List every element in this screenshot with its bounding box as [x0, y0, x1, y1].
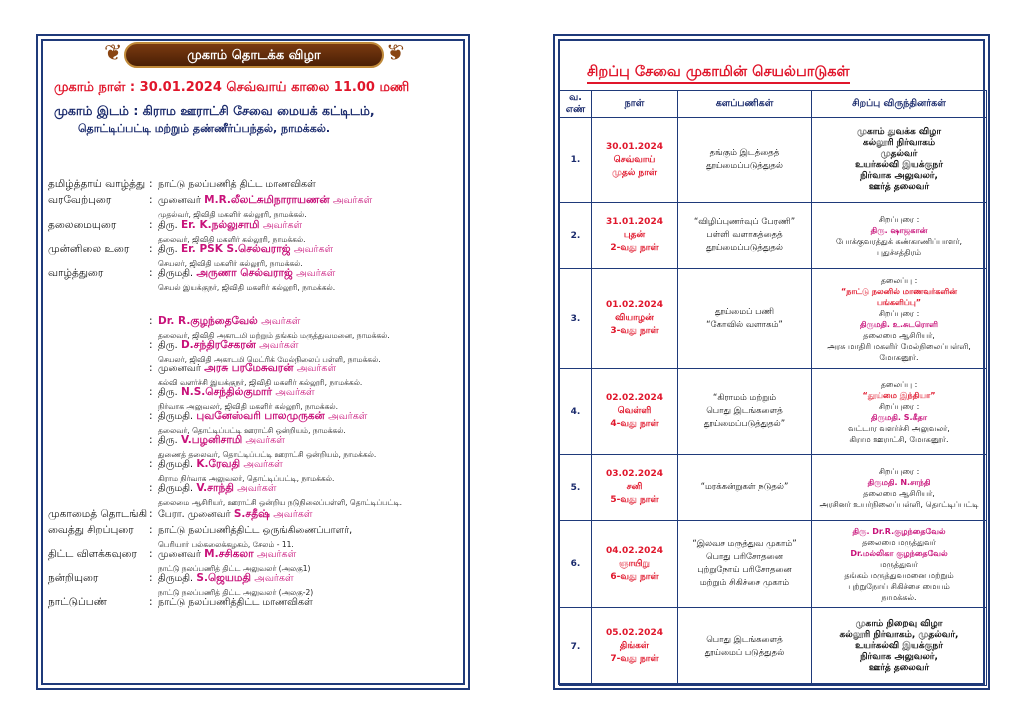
person-honorific: அவர்கள் — [275, 387, 315, 398]
program-role: திட்ட விளக்கவுரை — [48, 548, 137, 560]
guest-cell — [812, 521, 987, 608]
guest-line: மருத்துவர் — [880, 559, 918, 569]
person-designation: நாட்டு நலப்பணித் திட்ட அலுவலர் (அலகு-2) — [158, 588, 314, 597]
serial-number: 1. — [560, 118, 592, 203]
activity-line: பொது இடங்களைத் — [706, 634, 783, 645]
guest-line: கல்லூரி நிர்வாகம், முதல்வர், — [839, 630, 959, 640]
opening-banner: ❦ முகாம் தொடக்க விழா ❦ — [124, 42, 384, 68]
program-person — [158, 267, 335, 280]
person-honorific: அவர்கள் — [328, 411, 368, 422]
day-cell — [592, 269, 678, 369]
person-name: M.சசிகலா — [204, 548, 254, 560]
person-name: அரசு பரமேசுவரன் — [204, 362, 294, 374]
guest-line: திருமதி. N.சாந்தி — [867, 477, 931, 487]
day-cell — [592, 521, 678, 608]
day-cell — [592, 369, 678, 455]
header-guests: சிறப்பு விருந்தினர்கள் — [812, 91, 987, 118]
person-name: K.ரேவதி — [196, 458, 241, 470]
person-title: முனைவர் — [158, 195, 201, 206]
activity-line: தங்கும் இடத்தைத் — [709, 148, 780, 158]
person-designation: நாட்டு நலப்பணித் திட்ட அலுவலர் (அலகு1) — [158, 564, 311, 573]
day-line: வியாழன் — [615, 313, 654, 323]
serial-number: 4. — [560, 369, 592, 455]
person-title: திருமதி. — [158, 483, 194, 494]
camp-venue-line-2: தொட்டிப்பட்டி மற்றும் தண்ணீர்ப்பந்தல், நாமக்கல். — [78, 122, 331, 135]
guest-line: நாமக்கல். — [881, 592, 917, 602]
guest-line: ஊர்த் தலைவர் — [868, 663, 930, 673]
activity-cell — [678, 269, 812, 369]
person-name: புவனேஸ்வரி பாலமுருகன் — [196, 410, 325, 422]
separator-colon: : — [149, 524, 153, 536]
activity-line: புற்றுநோய் பரிசோதனை — [697, 565, 792, 575]
program-person — [158, 315, 300, 328]
person-name: N.S.செந்தில்குமார் — [180, 386, 273, 398]
person-designation: செயலர், ஜிவிதி மகளிர் கல்லூரி, நாமக்கல். — [158, 259, 303, 268]
day-line: 02.02.2024 — [606, 393, 663, 403]
serial-number: 3. — [560, 269, 592, 369]
person-honorific: அவர்கள் — [243, 459, 283, 470]
activity-cell — [678, 608, 812, 686]
activity-cell — [678, 118, 812, 203]
activity-line: தூய்மைப்படுத்துதல்” — [703, 419, 786, 429]
guest-line: புற்றுநோய் சிகிச்சை மையம் — [848, 581, 950, 591]
program-person — [158, 434, 285, 447]
program-text: நாட்டு நலப்பணித் திட்ட மாணவிகள் — [158, 179, 316, 190]
activity-line: தூய்மைப்படுத்துதல் — [706, 161, 783, 171]
serial-number: 7. — [560, 608, 592, 686]
program-person — [158, 524, 352, 537]
separator-colon: : — [149, 508, 153, 520]
program-person — [158, 410, 367, 423]
activity-line: “கிராமம் மற்றும் — [712, 393, 777, 403]
program-person — [158, 362, 336, 375]
activity-line: “விழிப்புணர்வுப் பேரணி” — [693, 217, 796, 227]
program-role: வைத்து சிறப்புரை — [48, 524, 134, 536]
serial-number: 5. — [560, 455, 592, 521]
person-honorific: அவர்கள் — [245, 435, 285, 446]
program-person — [158, 386, 315, 399]
person-honorific: அவர்கள் — [254, 573, 294, 584]
guest-line: சிறப்புரை : — [878, 308, 920, 318]
guest-line: புதுச்சத்திரம் — [876, 247, 922, 257]
person-designation: தலைமை ஆசிரியர், ஊராட்சி ஒன்றிய நடுநிலைப்பள்ளி, தொட்டிப்பட்டி. — [158, 498, 402, 507]
person-title: திருமதி. — [158, 411, 194, 422]
activity-line: தூய்மைப்படுத்துதல் — [706, 243, 783, 253]
program-text: நாட்டு நலப்பணித்திட்ட ஒருங்கிணைப்பாளர், — [158, 525, 353, 536]
person-designation: தலைவர், ஜிவிதி அகாடமி மற்றும் தங்கம் மருத்துவமனை, நாமக்கல். — [158, 331, 390, 340]
schedule-row — [560, 455, 987, 521]
program-role: தலைமையுரை — [48, 219, 117, 231]
person-title: பேரா. முனைவர் — [158, 509, 231, 520]
guest-line: கிராம ஊராட்சி, மோகனூர். — [849, 434, 949, 444]
guest-line: உயர்கல்வி இயக்குநர் — [855, 641, 943, 651]
guest-line: சிறப்புரை : — [878, 466, 920, 476]
person-designation: கிராம நிர்வாக அலுவலர், தொட்டிப்பட்டி, நாமக்கல். — [158, 474, 335, 483]
separator-colon: : — [149, 572, 153, 584]
day-line: 03.02.2024 — [606, 469, 663, 479]
guest-line: Dr.மல்லிகா குழந்தைவேல் — [850, 548, 948, 558]
day-line: 6-வது நாள் — [610, 571, 659, 582]
program-person — [158, 548, 296, 561]
guest-line: தலைப்பு : — [880, 379, 918, 389]
program-role: முன்னிலை உரை — [48, 243, 130, 255]
activity-cell — [678, 455, 812, 521]
schedule-row — [560, 118, 987, 203]
day-line: 5-வது நாள் — [610, 495, 659, 505]
person-name: Dr. R.குழந்தைவேல் — [158, 315, 258, 327]
person-designation: தலைவர், ஜிவிதி மகளிர் கல்லூரி, நாமக்கல். — [158, 235, 306, 244]
day-line: 30.01.2024 — [606, 141, 663, 152]
guest-line: நிர்வாக அலுவலர், — [860, 171, 938, 181]
day-cell — [592, 608, 678, 686]
header-date: நாள் — [592, 91, 678, 118]
schedule-row — [560, 608, 987, 686]
person-title: திருமதி. — [158, 268, 194, 279]
serial-number: 2. — [560, 203, 592, 269]
guest-line: தலைமை ஆசிரியர், — [863, 330, 935, 340]
day-line: செவ்வாய் — [613, 154, 656, 165]
guest-line: வட்டார வளர்ச்சி அலுவலர், — [848, 423, 950, 433]
guest-line: முதல்வர் — [880, 149, 918, 159]
activity-line: பொது பரிசோதனை — [706, 552, 783, 562]
schedule-row — [560, 203, 987, 269]
separator-colon: : — [149, 267, 153, 279]
program-role: தமிழ்த்தாய் வாழ்த்து — [48, 178, 146, 190]
day-line: ஞாயிறு — [618, 558, 651, 569]
guest-line: கல்லூரி நிர்வாகம் — [862, 138, 936, 148]
schedule-header-row — [560, 91, 987, 118]
guest-line: முகாம் துவக்க விழா — [856, 127, 942, 137]
person-name: V.சாந்தி — [196, 482, 234, 494]
person-title: திரு. — [158, 340, 178, 351]
person-title: திருமதி. — [158, 573, 194, 584]
person-designation: செயலர், ஜிவிதி அகாடமி மெட்ரிக் மேல்நிலைப் பள்ளி, நாமக்கல். — [158, 355, 381, 364]
program-person — [158, 458, 283, 471]
person-title: திரு. — [158, 435, 178, 446]
guest-line: நிர்வாக அலுவலர், — [860, 652, 938, 662]
activities-panel — [553, 34, 990, 690]
program-role: நாட்டுப்பண் — [48, 596, 107, 608]
program-role: வாழ்த்துரை — [48, 267, 104, 279]
separator-colon: : — [149, 482, 153, 494]
header-activity: களப்பணிகள் — [678, 91, 812, 118]
day-line: 01.02.2024 — [606, 300, 663, 310]
guest-line: தலைப்பு : — [880, 275, 918, 285]
guest-line: ஊர்த் தலைவர் — [868, 182, 930, 192]
activity-line: பொது இடங்களைத் — [706, 406, 783, 416]
program-role: வரவேற்புரை — [48, 194, 112, 206]
day-cell — [592, 203, 678, 269]
separator-colon: : — [149, 178, 153, 190]
activity-line: “மரக்கன்றுகள் நடுதல்” — [700, 482, 789, 492]
person-name: S.ஜெயமதி — [196, 572, 251, 584]
person-honorific: அவர்கள் — [296, 363, 337, 374]
guest-line: மோகனூர். — [879, 352, 919, 362]
activity-line: “கோவில் வளாகம்” — [706, 319, 783, 330]
guest-cell — [812, 369, 987, 455]
separator-colon: : — [149, 410, 153, 422]
person-honorific: அவர்கள் — [256, 549, 297, 560]
schedule-row — [560, 521, 987, 608]
day-line: புதன் — [623, 230, 646, 240]
schedule-table — [559, 90, 987, 686]
program-role: முகாமைத் தொடங்கி — [48, 508, 148, 520]
guest-line: அரசு மாதிரி மகளிர் மேல்நிலைப்பள்ளி, — [827, 341, 971, 351]
camp-date-line: முகாம் நாள் : 30.01.2024 செவ்வாய் காலை 11.00 மணி — [54, 80, 410, 95]
person-designation: துணைத் தலைவர், தொட்டிப்பட்டி ஊராட்சி ஒன்றியம், நாமக்கல். — [158, 450, 377, 459]
person-designation: கல்வி வளர்ச்சி இயக்குநர், ஜிவிதி மகளிர் கல்லூரி, நாமக்கல். — [158, 378, 363, 387]
person-name: S.சதீஷ் — [233, 508, 270, 520]
guest-line: “நாட்டு நலனில் மாணவர்களின் — [841, 286, 957, 296]
program-person — [158, 572, 294, 585]
person-title: திரு. — [158, 387, 178, 398]
activity-line: மற்றும் சிகிச்சை முகாம் — [699, 578, 790, 588]
camp-venue-line: முகாம் இடம் : கிராம ஊராட்சி சேவை மையக் கட்டிடம், — [54, 103, 375, 118]
guest-line: தங்கம் மருத்துவமனை மற்றும் — [844, 570, 954, 580]
activities-title: சிறப்பு சேவை முகாமின் செயல்பாடுகள் — [587, 64, 850, 84]
person-name: அருணா செல்வராஜ் — [196, 267, 293, 279]
program-person — [158, 596, 313, 609]
day-line: 04.02.2024 — [606, 545, 663, 556]
activity-line: “இலவச மருத்துவ முகாம்” — [692, 539, 797, 549]
guest-line: போக்குவரத்துக் கண்காணிப்பாளர், — [835, 236, 963, 246]
person-honorific: அவர்கள் — [259, 340, 299, 351]
activity-cell — [678, 203, 812, 269]
guest-cell — [812, 455, 987, 521]
program-person — [158, 482, 276, 495]
guest-line: தலைமை மருத்துவர் — [862, 537, 936, 547]
activity-line: பள்ளி வளாகத்தைத் — [706, 230, 783, 240]
program-person — [158, 339, 298, 352]
guest-line: திருமதி. உ.சுடரொளி — [859, 319, 939, 329]
day-line: சனி — [626, 482, 643, 492]
guest-line: திரு. Dr.R.குழந்தைவேல் — [852, 526, 946, 536]
guest-line: “தூய்மை இந்தியா” — [862, 390, 936, 400]
person-honorific: அவர்கள் — [332, 195, 373, 206]
guest-line: முகாம் நிறைவு விழா — [855, 619, 943, 629]
guest-line: பங்களிப்பு” — [876, 297, 922, 307]
person-title: திரு. — [158, 220, 178, 231]
person-name: Er. K.நல்லுசாமி — [180, 219, 260, 231]
schedule-row — [560, 369, 987, 455]
guest-line: சிறப்புரை : — [878, 214, 920, 224]
person-title: முனைவர் — [158, 549, 201, 560]
person-designation: தலைவர், தொட்டிப்பட்டி ஊராட்சி ஒன்றியம், நாமக்கல். — [158, 426, 346, 435]
activity-line: தூய்மைப் படுத்துதல் — [704, 647, 785, 658]
activity-line: தூய்மைப் பணி — [714, 306, 775, 317]
program-person — [158, 219, 302, 232]
person-designation: செயல் இயக்குநர், ஜிவிதி மகளிர் கல்லூரி, நாமக்கல். — [158, 283, 336, 292]
person-honorific: அவர்கள் — [293, 244, 334, 255]
separator-colon: : — [149, 548, 153, 560]
guest-line: திருமதி. S.கீதா — [870, 412, 928, 422]
person-title: திருமதி. — [158, 459, 194, 470]
day-line: முதல் நாள் — [611, 167, 658, 178]
program-person — [158, 508, 312, 521]
person-name: Er. PSK S.செல்வராஜ் — [180, 243, 291, 255]
activity-cell — [678, 521, 812, 608]
day-line: திங்கள் — [619, 641, 650, 651]
separator-colon: : — [149, 434, 153, 446]
separator-colon: : — [149, 243, 153, 255]
day-line: 4-வது நாள் — [610, 419, 659, 429]
separator-colon: : — [149, 458, 153, 470]
person-designation: முதல்வர், ஜிவிதி மகளிர் கல்லூரி, நாமக்கல். — [158, 210, 307, 219]
day-line: 2-வது நாள் — [610, 243, 659, 253]
day-cell — [592, 118, 678, 203]
day-line: 31.01.2024 — [606, 217, 663, 227]
program-person — [158, 178, 316, 191]
day-line: 7-வது நாள் — [610, 654, 659, 664]
separator-colon: : — [149, 362, 153, 374]
separator-colon: : — [149, 339, 153, 351]
guest-cell — [812, 269, 987, 369]
day-line: வெள்ளி — [617, 406, 652, 416]
person-name: M.R.லீலட்சுமிநாராயணன் — [204, 194, 330, 206]
header-serial: வ. எண் — [560, 91, 592, 118]
separator-colon: : — [149, 596, 153, 608]
schedule-row — [560, 269, 987, 369]
program-person — [158, 194, 372, 207]
day-line: 3-வது நாள் — [610, 326, 659, 336]
separator-colon: : — [149, 219, 153, 231]
person-title: திரு. — [158, 244, 178, 255]
separator-colon: : — [149, 386, 153, 398]
guest-cell — [812, 608, 987, 686]
person-honorific: அவர்கள் — [261, 316, 301, 327]
program-text: நாட்டு நலப்பணித்திட்ட மாணவிகள் — [158, 597, 313, 608]
separator-colon: : — [149, 194, 153, 206]
guest-cell — [812, 118, 987, 203]
person-honorific: அவர்கள் — [296, 268, 336, 279]
guest-line: அரசினர் உயர்நிலைப்பள்ளி, தொட்டிப்பட்டி — [819, 499, 979, 509]
person-honorific: அவர்கள் — [273, 509, 313, 520]
day-cell — [592, 455, 678, 521]
person-designation: பெரியார் பல்கலைக்கழகம், சேலம் - 11. — [158, 540, 294, 549]
guest-cell — [812, 203, 987, 269]
serial-number: 6. — [560, 521, 592, 608]
guest-line: திரு. ஷாஜகான் — [870, 225, 928, 235]
day-line: 05.02.2024 — [606, 628, 663, 638]
activity-cell — [678, 369, 812, 455]
program-person — [158, 243, 333, 256]
person-designation: நிர்வாக அலுவலர், ஜிவிதி மகளிர் கல்லூரி, நாமக்கல். — [158, 402, 339, 411]
program-role: நன்றியுரை — [48, 572, 99, 584]
opening-ceremony-panel — [36, 34, 470, 690]
person-honorific: அவர்கள் — [237, 483, 277, 494]
person-title: முனைவர் — [158, 363, 201, 374]
person-name: D.சந்திரசேகரன் — [180, 339, 256, 351]
person-honorific: அவர்கள் — [262, 220, 303, 231]
person-name: V.பழனிசாமி — [180, 434, 243, 446]
guest-line: சிறப்புரை : — [878, 401, 920, 411]
guest-line: உயர்கல்வி இயக்குநர் — [855, 160, 943, 170]
guest-line: தலைமை ஆசிரியர், — [863, 488, 935, 498]
separator-colon: : — [149, 315, 153, 327]
